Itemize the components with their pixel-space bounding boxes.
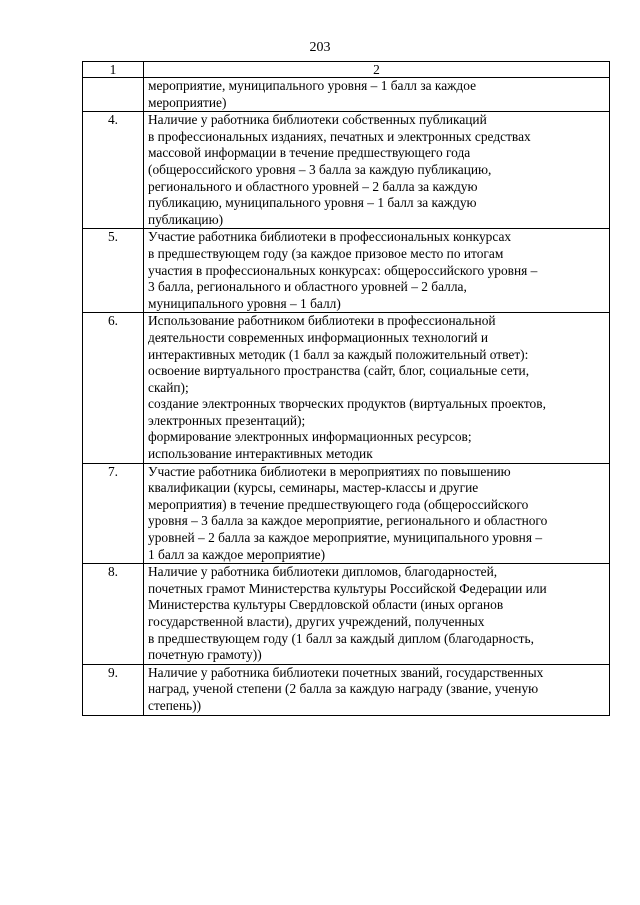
row-description bbox=[144, 112, 610, 229]
description-line: интерактивных методик (1 балл за каждый положительный ответ): bbox=[148, 346, 529, 362]
row-number bbox=[83, 78, 144, 112]
table-row bbox=[83, 229, 610, 313]
description-line: в профессиональных изданиях, печатных и электронных средствах bbox=[148, 128, 531, 144]
description-line: Наличие у работника библиотеки дипломов, благодарностей, bbox=[148, 564, 498, 580]
description-line: (общероссийского уровня – 3 балла за каждую публикацию, bbox=[148, 161, 492, 177]
column-header-description: 2 bbox=[144, 62, 610, 78]
row-description bbox=[144, 229, 610, 313]
description-line: скайп); bbox=[148, 379, 189, 395]
table-row bbox=[83, 112, 610, 229]
row-number: 8. bbox=[83, 564, 144, 665]
description-line: публикацию) bbox=[148, 211, 224, 227]
description-line: мероприятие) bbox=[148, 94, 227, 110]
description-line: почетных грамот Министерства культуры Российской Федерации или bbox=[148, 580, 547, 596]
row-number: 7. bbox=[83, 463, 144, 564]
description-line: почетную грамоту)) bbox=[148, 647, 262, 663]
table-row bbox=[83, 463, 610, 564]
description-line: 3 балла, регионального и областного уровней – 2 балла, bbox=[148, 279, 467, 295]
row-description bbox=[144, 78, 610, 112]
row-number: 6. bbox=[83, 313, 144, 463]
description-line: массовой информации в течение предшествующего года bbox=[148, 145, 471, 161]
row-description bbox=[144, 463, 610, 564]
description-line: муниципального уровня – 1 балл) bbox=[148, 295, 341, 311]
description-line: в предшествующем году (за каждое призовое место по итогам bbox=[148, 245, 504, 261]
description-line: наград, ученой степени (2 балла за каждую награду (звание, ученую bbox=[148, 681, 539, 697]
description-line: Участие работника библиотеки в профессиональных конкурсах bbox=[148, 229, 512, 245]
row-description bbox=[144, 664, 610, 715]
description-line: уровня – 3 балла за каждое мероприятие, регионального и областного bbox=[148, 513, 548, 529]
description-line: публикацию, муниципального уровня – 1 балл за каждую bbox=[148, 195, 477, 211]
table-row bbox=[83, 564, 610, 665]
description-line: освоение виртуального пространства (сайт, блог, социальные сети, bbox=[148, 363, 530, 379]
description-line: формирование электронных информационных ресурсов; bbox=[148, 429, 472, 445]
description-line: участия в профессиональных конкурсах: общероссийского уровня – bbox=[148, 262, 538, 278]
description-line: государственной власти), других учреждений, полученных bbox=[148, 614, 485, 629]
description-line: мероприятие, муниципального уровня – 1 балл за каждое bbox=[148, 78, 477, 93]
description-line: электронных презентаций); bbox=[148, 412, 306, 428]
row-number: 5. bbox=[83, 229, 144, 313]
criteria-table bbox=[82, 61, 610, 716]
description-line: 1 балл за каждое мероприятие) bbox=[148, 546, 326, 562]
description-line: квалификации (курсы, семинары, мастер-классы и другие bbox=[148, 480, 479, 496]
description-line: Использование работником библиотеки в профессиональной bbox=[148, 313, 496, 329]
description-line: Участие работника библиотеки в мероприятиях по повышению bbox=[148, 463, 511, 479]
description-line: степень)) bbox=[148, 697, 202, 713]
row-number: 9. bbox=[83, 664, 144, 715]
description-line: регионального и областного уровней – 2 балла за каждую bbox=[148, 178, 478, 194]
page-number: 203 bbox=[309, 40, 331, 55]
table-header-row bbox=[83, 62, 610, 78]
row-number: 4. bbox=[83, 112, 144, 229]
description-line: Наличие у работника библиотеки почетных званий, государственных bbox=[148, 664, 544, 680]
table-row bbox=[83, 664, 610, 715]
description-line: в предшествующем году (1 балл за каждый диплом (благодарность, bbox=[148, 630, 534, 646]
table-row bbox=[83, 313, 610, 463]
description-line: мероприятия) в течение предшествующего года (общероссийского bbox=[148, 496, 529, 512]
description-line: использование интерактивных методик bbox=[148, 446, 373, 462]
description-line: деятельности современных информационных технологий и bbox=[148, 329, 489, 345]
description-line: создание электронных творческих продуктов (виртуальных проектов, bbox=[148, 396, 546, 412]
description-line: Министерства культуры Свердловской области (иных органов bbox=[148, 597, 504, 613]
row-description bbox=[144, 564, 610, 665]
column-header-number: 1 bbox=[83, 62, 144, 78]
description-line: Наличие у работника библиотеки собственных публикаций bbox=[148, 112, 487, 128]
row-description bbox=[144, 313, 610, 463]
table-row bbox=[83, 78, 610, 112]
description-line: уровней – 2 балла за каждое мероприятие, муниципального уровня – bbox=[148, 530, 543, 546]
